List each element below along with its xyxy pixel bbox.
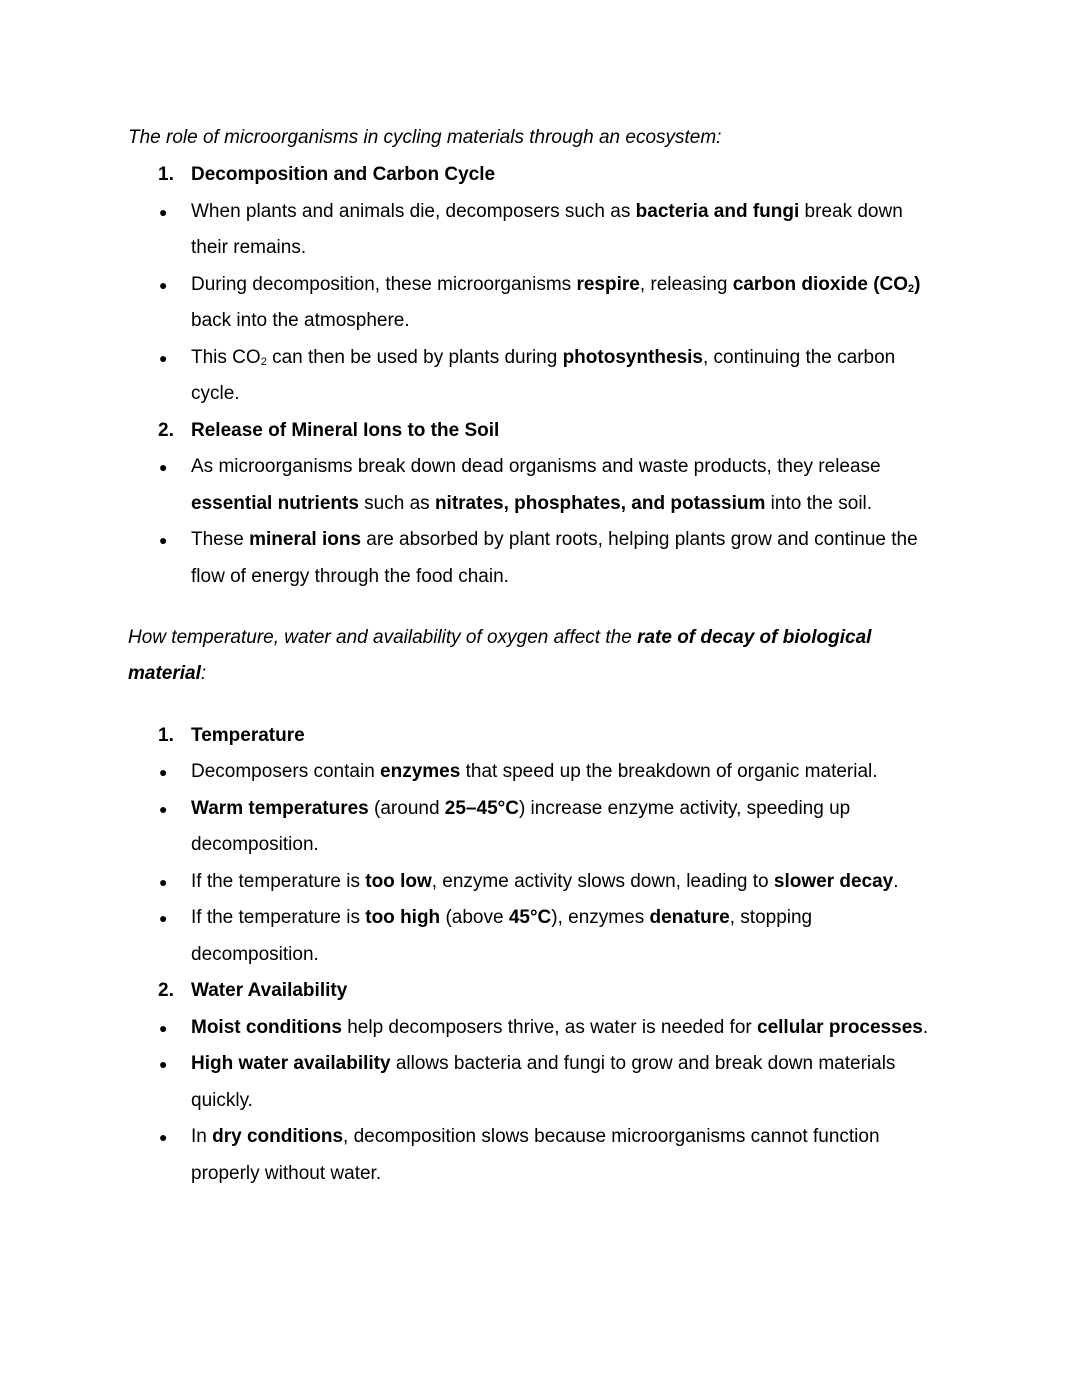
list-item-line: Moist conditions help decomposers thrive, as water is needed for cellular processes.: [191, 1017, 929, 1038]
list-item-line: When plants and animals die, decomposers such as bacteria and fungi break down: [191, 201, 903, 222]
list-item-line: As microorganisms break down dead organisms and waste products, they release: [191, 456, 881, 477]
section2-intro-line1: How temperature, water and availability of oxygen affect the rate of decay of biological: [128, 627, 872, 648]
section2-item1-number: 1.: [158, 725, 174, 746]
section2-item2-title: Water Availability: [191, 980, 348, 1001]
bullet-icon: ●: [159, 874, 168, 890]
list-item-line: cycle.: [191, 383, 240, 404]
bullet-icon: ●: [159, 910, 168, 926]
bullet-icon: ●: [159, 801, 168, 817]
bullet-icon: ●: [159, 1020, 168, 1036]
list-item-line: back into the atmosphere.: [191, 310, 410, 331]
section2-item2-number: 2.: [158, 980, 174, 1001]
list-item-line: These mineral ions are absorbed by plant roots, helping plants grow and continue the: [191, 529, 918, 550]
section1-item1-title: Decomposition and Carbon Cycle: [191, 164, 496, 185]
section1-item1-number: 1.: [158, 164, 174, 185]
section1-item2-number: 2.: [158, 420, 174, 441]
section2-intro-line2: material:: [128, 663, 207, 684]
list-item-line: quickly.: [191, 1090, 253, 1111]
list-item-line: If the temperature is too high (above 45°C), enzymes denature, stopping: [191, 907, 813, 928]
bullet-icon: ●: [159, 532, 168, 548]
bullet-icon: ●: [159, 1056, 168, 1072]
list-item-line: High water availability allows bacteria and fungi to grow and break down materials: [191, 1053, 896, 1074]
list-item-line: properly without water.: [191, 1163, 382, 1184]
list-item-line: If the temperature is too low, enzyme activity slows down, leading to slower decay.: [191, 871, 899, 892]
list-item-line: Decomposers contain enzymes that speed up the breakdown of organic material.: [191, 761, 878, 782]
bullet-icon: ●: [159, 277, 168, 293]
bullet-icon: ●: [159, 204, 168, 220]
bullet-icon: ●: [159, 350, 168, 366]
list-item-line: essential nutrients such as nitrates, phosphates, and potassium into the soil.: [191, 493, 873, 514]
list-item-line: decomposition.: [191, 944, 319, 965]
list-item-line: their remains.: [191, 237, 307, 258]
bullet-icon: ●: [159, 459, 168, 475]
list-item-line: This $CO_2$ can then be used by plants during photosynthesis, continuing the carbon: [191, 347, 896, 368]
list-item-line: flow of energy through the food chain.: [191, 566, 509, 587]
bullet-icon: ●: [159, 764, 168, 780]
section1-item2-title: Release of Mineral Ions to the Soil: [191, 420, 500, 441]
list-item-line: decomposition.: [191, 834, 319, 855]
list-item-line: In dry conditions, decomposition slows because microorganisms cannot function: [191, 1126, 880, 1147]
section1-intro: The role of microorganisms in cycling materials through an ecosystem:: [128, 127, 722, 148]
bullet-icon: ●: [159, 1129, 168, 1145]
list-item-line: During decomposition, these microorganisms respire, releasing carbon dioxide $(CO_2)$: [191, 274, 921, 295]
list-item-line: Warm temperatures (around 25–45°C) increase enzyme activity, speeding up: [191, 798, 851, 819]
section2-item1-title: Temperature: [191, 725, 305, 746]
